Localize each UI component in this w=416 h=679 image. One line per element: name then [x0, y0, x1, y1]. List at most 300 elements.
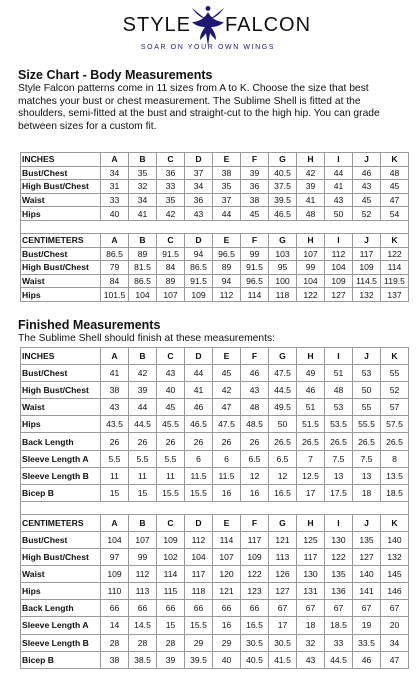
- measurement-value: 117: [241, 531, 269, 548]
- size-header-cell: F: [241, 233, 269, 247]
- measurement-label: Hips: [21, 416, 101, 433]
- measurement-value: 112: [129, 566, 157, 583]
- measurement-value: 57: [381, 399, 409, 416]
- table-spacer-row: [21, 501, 409, 514]
- measurement-value: 118: [269, 288, 297, 302]
- measurement-value: 126: [269, 566, 297, 583]
- measurement-value: 45: [213, 365, 241, 382]
- measurement-value: 39.5: [269, 193, 297, 207]
- measurement-value: 67: [353, 600, 381, 617]
- measurement-value: 36: [241, 180, 269, 194]
- measurement-value: 30.5: [241, 634, 269, 651]
- measurement-value: 33: [325, 634, 353, 651]
- measurement-label: Bicep B: [21, 484, 101, 501]
- measurement-value: 45: [157, 399, 185, 416]
- size-header-cell: G: [269, 514, 297, 531]
- brand-header: [0, 0, 416, 64]
- measurement-value: 12: [241, 467, 269, 484]
- table-row: [21, 247, 409, 261]
- measurement-value: 41: [129, 207, 157, 221]
- size-header-cell: K: [381, 348, 409, 365]
- finished-description: The Sublime Shell should finish at these measurements:: [18, 333, 275, 344]
- body-measurements-table: [20, 152, 409, 302]
- measurement-value: 6.5: [241, 450, 269, 467]
- measurement-label: High Bust/Chest: [21, 180, 101, 194]
- measurement-value: 107: [157, 288, 185, 302]
- measurement-value: 45: [353, 193, 381, 207]
- measurement-value: 33.5: [353, 634, 381, 651]
- measurement-value: 41: [101, 365, 129, 382]
- measurement-value: 96.5: [213, 247, 241, 261]
- measurement-value: 97: [101, 549, 129, 566]
- measurement-value: 41.5: [269, 651, 297, 668]
- size-header-cell: B: [129, 348, 157, 365]
- measurement-value: 107: [297, 247, 325, 261]
- measurement-value: 47: [213, 399, 241, 416]
- measurement-value: 86.5: [129, 274, 157, 288]
- measurement-value: 89: [157, 274, 185, 288]
- measurement-value: 37: [185, 166, 213, 180]
- size-header-cell: A: [101, 153, 129, 167]
- measurement-value: 16: [213, 484, 241, 501]
- measurement-value: 115: [157, 583, 185, 600]
- size-header-cell: J: [353, 348, 381, 365]
- size-header-cell: K: [381, 153, 409, 167]
- measurement-value: 135: [353, 531, 381, 548]
- measurement-value: 121: [269, 531, 297, 548]
- measurement-value: 37.5: [269, 180, 297, 194]
- measurement-value: 17: [297, 484, 325, 501]
- measurement-value: 43: [241, 382, 269, 399]
- measurement-value: 43: [185, 207, 213, 221]
- measurement-value: 140: [353, 566, 381, 583]
- body-chart-description: Style Falcon patterns come in 11 sizes from A to K. Choose the size that best matches your bust or chest measurement. The Sublime Shell is fitted at the shoulders, semi-fitted at the bust and straight-cut to the high hip. You can grade between sizes for a custom fit.: [18, 83, 380, 132]
- measurement-label: High Bust/Chest: [21, 261, 101, 275]
- measurement-value: 18: [297, 617, 325, 634]
- measurement-value: 42: [213, 382, 241, 399]
- measurement-value: 45.5: [157, 416, 185, 433]
- table-row: [21, 467, 409, 484]
- measurement-value: 26: [157, 433, 185, 450]
- table-row: [21, 207, 409, 221]
- table-row: [21, 416, 409, 433]
- measurement-value: 109: [157, 531, 185, 548]
- measurement-value: 38: [101, 651, 129, 668]
- measurement-value: 103: [269, 247, 297, 261]
- table-row: [21, 399, 409, 416]
- table-row: [21, 193, 409, 207]
- measurement-value: 26.5: [325, 433, 353, 450]
- size-header-cell: I: [325, 514, 353, 531]
- measurement-label: Bust/Chest: [21, 365, 101, 382]
- size-header-cell: E: [213, 514, 241, 531]
- measurement-value: 50: [269, 416, 297, 433]
- size-header-cell: G: [269, 153, 297, 167]
- table-row: [21, 600, 409, 617]
- measurement-value: 44: [213, 207, 241, 221]
- measurement-value: 43.5: [101, 416, 129, 433]
- measurement-value: 41: [325, 180, 353, 194]
- table-row: [21, 180, 409, 194]
- size-header-cell: K: [381, 233, 409, 247]
- measurement-value: 48.5: [241, 416, 269, 433]
- measurement-value: 127: [353, 549, 381, 566]
- measurement-value: 28: [157, 634, 185, 651]
- measurement-value: 86.5: [185, 261, 213, 275]
- measurement-value: 91.5: [157, 247, 185, 261]
- table-row: [21, 450, 409, 467]
- measurement-value: 53: [353, 365, 381, 382]
- measurement-value: 110: [101, 583, 129, 600]
- finished-measurements-table: [20, 347, 409, 669]
- measurement-value: 112: [213, 288, 241, 302]
- measurement-value: 81.5: [129, 261, 157, 275]
- measurement-value: 11: [129, 467, 157, 484]
- measurement-value: 47.5: [213, 416, 241, 433]
- measurement-value: 66: [129, 600, 157, 617]
- measurement-label: Back Length: [21, 433, 101, 450]
- measurement-value: 119.5: [381, 274, 409, 288]
- measurement-value: 7.5: [325, 450, 353, 467]
- measurement-value: 67: [269, 600, 297, 617]
- table-row: [21, 484, 409, 501]
- measurement-value: 137: [381, 288, 409, 302]
- measurement-value: 140: [381, 531, 409, 548]
- size-header-cell: A: [101, 233, 129, 247]
- measurement-value: 39: [129, 382, 157, 399]
- measurement-value: 40.5: [269, 166, 297, 180]
- measurement-value: 34: [185, 180, 213, 194]
- measurement-value: 12: [269, 467, 297, 484]
- measurement-value: 15.5: [185, 484, 213, 501]
- measurement-value: 16.5: [241, 617, 269, 634]
- measurement-value: 33: [101, 193, 129, 207]
- table-row: [21, 274, 409, 288]
- measurement-label: Bust/Chest: [21, 531, 101, 548]
- measurement-value: 44.5: [325, 651, 353, 668]
- measurement-label: Waist: [21, 193, 101, 207]
- measurement-value: 29: [185, 634, 213, 651]
- measurement-value: 13.5: [381, 467, 409, 484]
- measurement-label: Sleeve Length B: [21, 467, 101, 484]
- measurement-value: 41: [185, 382, 213, 399]
- measurement-value: 145: [381, 566, 409, 583]
- measurement-value: 48: [381, 166, 409, 180]
- measurement-value: 43: [353, 180, 381, 194]
- table-row: [21, 166, 409, 180]
- measurement-value: 40: [157, 382, 185, 399]
- measurement-value: 46.5: [269, 207, 297, 221]
- measurement-value: 7.5: [353, 450, 381, 467]
- measurement-value: 46: [353, 166, 381, 180]
- measurement-value: 19: [353, 617, 381, 634]
- measurement-value: 28: [101, 634, 129, 651]
- finished-title: Finished Measurements: [18, 318, 161, 332]
- measurement-value: 86.5: [101, 247, 129, 261]
- measurement-value: 26.5: [297, 433, 325, 450]
- measurement-value: 39.5: [185, 651, 213, 668]
- measurement-value: 123: [241, 583, 269, 600]
- measurement-value: 67: [381, 600, 409, 617]
- measurement-label: Bust/Chest: [21, 166, 101, 180]
- measurement-value: 117: [297, 549, 325, 566]
- measurement-value: 109: [185, 288, 213, 302]
- measurement-value: 28: [129, 634, 157, 651]
- measurement-value: 6.5: [269, 450, 297, 467]
- measurement-value: 146: [381, 583, 409, 600]
- size-header-cell: E: [213, 348, 241, 365]
- measurement-value: 84: [101, 274, 129, 288]
- measurement-value: 46: [185, 399, 213, 416]
- size-header-cell: F: [241, 514, 269, 531]
- measurement-value: 26: [101, 433, 129, 450]
- measurement-value: 26: [185, 433, 213, 450]
- measurement-value: 51.5: [297, 416, 325, 433]
- size-header-cell: H: [297, 233, 325, 247]
- measurement-value: 46.5: [185, 416, 213, 433]
- measurement-value: 46: [297, 382, 325, 399]
- measurement-value: 57.5: [381, 416, 409, 433]
- measurement-value: 26.5: [381, 433, 409, 450]
- measurement-value: 104: [101, 531, 129, 548]
- measurement-value: 107: [129, 531, 157, 548]
- size-header-cell: I: [325, 348, 353, 365]
- size-header-cell: C: [157, 514, 185, 531]
- measurement-value: 109: [241, 549, 269, 566]
- size-header-cell: F: [241, 153, 269, 167]
- measurement-value: 33: [157, 180, 185, 194]
- measurement-value: 91.5: [241, 261, 269, 275]
- inches-header-row: [21, 348, 409, 365]
- measurement-value: 45: [241, 207, 269, 221]
- measurement-value: 32: [297, 634, 325, 651]
- measurement-value: 130: [297, 566, 325, 583]
- measurement-value: 29: [213, 634, 241, 651]
- size-header-cell: J: [353, 233, 381, 247]
- size-header-cell: E: [213, 153, 241, 167]
- measurement-value: 54: [381, 207, 409, 221]
- measurement-value: 99: [241, 247, 269, 261]
- measurement-value: 52: [381, 382, 409, 399]
- size-header-cell: D: [185, 153, 213, 167]
- measurement-value: 14: [101, 617, 129, 634]
- measurement-value: 38: [213, 166, 241, 180]
- measurement-value: 18: [353, 484, 381, 501]
- measurement-label: Hips: [21, 288, 101, 302]
- measurement-value: 43: [325, 193, 353, 207]
- measurement-value: 36: [157, 166, 185, 180]
- measurement-value: 47: [381, 651, 409, 668]
- measurement-value: 44.5: [129, 416, 157, 433]
- measurement-value: 96.5: [241, 274, 269, 288]
- measurement-value: 26.5: [353, 433, 381, 450]
- measurement-value: 53: [325, 399, 353, 416]
- measurement-value: 117: [353, 247, 381, 261]
- measurement-value: 40: [213, 651, 241, 668]
- measurement-value: 42: [297, 166, 325, 180]
- measurement-value: 102: [157, 549, 185, 566]
- measurement-label: High Bust/Chest: [21, 549, 101, 566]
- size-header-cell: D: [185, 348, 213, 365]
- size-header-cell: A: [101, 514, 129, 531]
- measurement-value: 38: [241, 193, 269, 207]
- measurement-value: 15: [157, 617, 185, 634]
- measurement-value: 51: [325, 365, 353, 382]
- measurement-value: 91.5: [185, 274, 213, 288]
- measurement-value: 130: [325, 531, 353, 548]
- measurement-value: 48: [241, 399, 269, 416]
- measurement-value: 95: [269, 261, 297, 275]
- measurement-value: 46: [353, 651, 381, 668]
- table-row: [21, 531, 409, 548]
- size-header-cell: B: [129, 153, 157, 167]
- measurement-value: 15: [129, 484, 157, 501]
- measurement-value: 67: [297, 600, 325, 617]
- measurement-value: 6: [185, 450, 213, 467]
- table-row: [21, 566, 409, 583]
- measurement-value: 132: [381, 549, 409, 566]
- size-header-cell: D: [185, 514, 213, 531]
- brand-name-right: FALCON: [225, 14, 312, 36]
- measurement-value: 35: [213, 180, 241, 194]
- size-header-cell: B: [129, 514, 157, 531]
- measurement-value: 18.5: [381, 484, 409, 501]
- centimeters-header-row: [21, 233, 409, 247]
- measurement-label: Waist: [21, 399, 101, 416]
- measurement-value: 107: [213, 549, 241, 566]
- measurement-value: 16.5: [269, 484, 297, 501]
- table-row: [21, 261, 409, 275]
- measurement-value: 66: [241, 600, 269, 617]
- measurement-value: 127: [325, 288, 353, 302]
- unit-header-cell: CENTIMETERS: [21, 514, 101, 531]
- measurement-value: 109: [101, 566, 129, 583]
- measurement-value: 11: [157, 467, 185, 484]
- measurement-value: 113: [269, 549, 297, 566]
- size-header-cell: H: [297, 514, 325, 531]
- measurement-value: 5.5: [129, 450, 157, 467]
- measurement-value: 47: [381, 193, 409, 207]
- measurement-value: 104: [129, 288, 157, 302]
- measurement-value: 11: [101, 467, 129, 484]
- measurement-value: 35: [129, 166, 157, 180]
- measurement-value: 50: [325, 207, 353, 221]
- measurement-value: 67: [325, 600, 353, 617]
- table-row: [21, 382, 409, 399]
- measurement-value: 112: [325, 247, 353, 261]
- measurement-label: Bust/Chest: [21, 247, 101, 261]
- measurement-value: 120: [213, 566, 241, 583]
- size-header-cell: G: [269, 348, 297, 365]
- measurement-value: 112: [185, 531, 213, 548]
- centimeters-header-row: [21, 514, 409, 531]
- measurement-value: 38.5: [129, 651, 157, 668]
- measurement-value: 34: [129, 193, 157, 207]
- brand-name-left: STYLE: [122, 14, 191, 36]
- measurement-value: 35: [157, 193, 185, 207]
- measurement-value: 66: [213, 600, 241, 617]
- size-header-cell: J: [353, 514, 381, 531]
- measurement-value: 114: [157, 566, 185, 583]
- size-header-cell: C: [157, 233, 185, 247]
- measurement-value: 127: [269, 583, 297, 600]
- measurement-value: 12.5: [297, 467, 325, 484]
- measurement-value: 114: [213, 531, 241, 548]
- measurement-value: 114.5: [353, 274, 381, 288]
- measurement-value: 122: [241, 566, 269, 583]
- measurement-value: 44: [129, 399, 157, 416]
- measurement-value: 13: [325, 467, 353, 484]
- measurement-value: 46: [241, 365, 269, 382]
- measurement-value: 42: [129, 365, 157, 382]
- measurement-value: 39: [241, 166, 269, 180]
- measurement-value: 122: [381, 247, 409, 261]
- measurement-value: 39: [297, 180, 325, 194]
- measurement-value: 41: [297, 193, 325, 207]
- measurement-label: Sleeve Length B: [21, 634, 101, 651]
- table-spacer-row: [21, 220, 409, 233]
- measurement-value: 99: [297, 261, 325, 275]
- size-header-cell: C: [157, 153, 185, 167]
- size-header-cell: G: [269, 233, 297, 247]
- size-header-cell: I: [325, 233, 353, 247]
- measurement-value: 79: [101, 261, 129, 275]
- size-header-cell: I: [325, 153, 353, 167]
- measurement-value: 94: [185, 247, 213, 261]
- measurement-value: 40: [101, 207, 129, 221]
- measurement-value: 51: [297, 399, 325, 416]
- measurement-value: 15.5: [185, 617, 213, 634]
- measurement-value: 89: [213, 261, 241, 275]
- measurement-value: 8: [381, 450, 409, 467]
- measurement-value: 66: [101, 600, 129, 617]
- measurement-value: 48: [325, 382, 353, 399]
- measurement-value: 5.5: [157, 450, 185, 467]
- measurement-value: 122: [297, 288, 325, 302]
- measurement-value: 43: [297, 651, 325, 668]
- measurement-value: 44: [325, 166, 353, 180]
- measurement-value: 16: [213, 617, 241, 634]
- measurement-value: 132: [353, 288, 381, 302]
- measurement-value: 36: [185, 193, 213, 207]
- measurement-value: 16: [241, 484, 269, 501]
- inches-header-row: [21, 153, 409, 167]
- measurement-value: 104: [325, 261, 353, 275]
- measurement-label: Bicep B: [21, 651, 101, 668]
- unit-header-cell: CENTIMETERS: [21, 233, 101, 247]
- measurement-label: Sleeve Length A: [21, 450, 101, 467]
- brand-tagline: SOAR ON YOUR OWN WINGS: [140, 44, 276, 51]
- measurement-value: 49: [297, 365, 325, 382]
- measurement-value: 17.5: [325, 484, 353, 501]
- table-row: [21, 583, 409, 600]
- measurement-value: 44: [185, 365, 213, 382]
- measurement-value: 84: [157, 261, 185, 275]
- measurement-value: 53.5: [325, 416, 353, 433]
- measurement-value: 26.5: [269, 433, 297, 450]
- measurement-value: 141: [353, 583, 381, 600]
- measurement-value: 55: [381, 365, 409, 382]
- measurement-value: 42: [157, 207, 185, 221]
- table-row: [21, 365, 409, 382]
- measurement-value: 34: [101, 166, 129, 180]
- table-row: [21, 634, 409, 651]
- size-header-cell: F: [241, 348, 269, 365]
- size-header-cell: H: [297, 153, 325, 167]
- measurement-value: 5.5: [101, 450, 129, 467]
- measurement-label: Hips: [21, 583, 101, 600]
- measurement-value: 55: [353, 399, 381, 416]
